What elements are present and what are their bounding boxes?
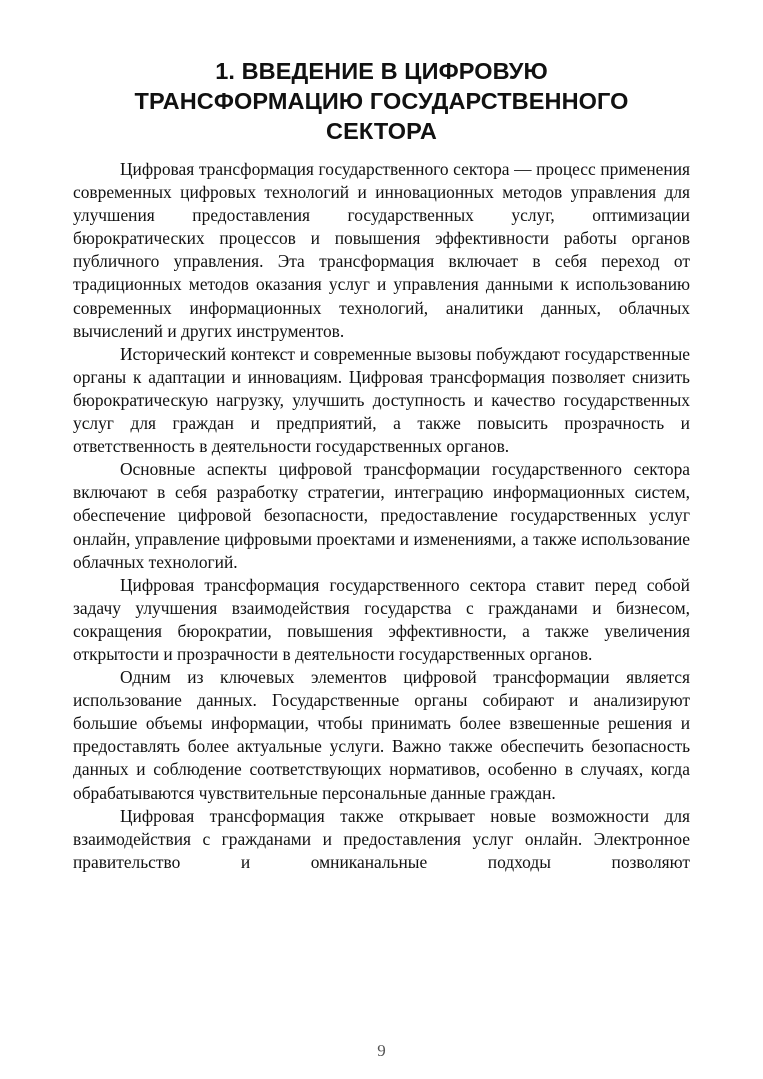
- chapter-title-line-1: 1. ВВЕДЕНИЕ В ЦИФРОВУЮ: [215, 58, 548, 84]
- chapter-title-line-2: ТРАНСФОРМАЦИЮ ГОСУДАРСТВЕННОГО: [134, 88, 629, 114]
- paragraph-definition: Цифровая трансформация государственного сектора — процесс применения современных цифровых технологий и инновационных методов управления для улучшения предоставления государственных услуг, оптимизации бюрократических процессов и повышения эффективности работы органов публичного управления. Эта трансформация включает в себя переход от традиционных методов оказания услуг и управления данными к использованию современных информационных технологий, аналитики данных, облачных вычислений и других инструментов.: [73, 159, 690, 341]
- paragraph-historical-context: Исторический контекст и современные вызовы побуждают государственные органы к адаптации и инновациям. Цифровая трансформация позволяет снизить бюрократическую нагрузку, улучшить доступность и качество государственных услуг для граждан и предприятий, а также повысить прозрачность и ответственность в деятельности государственных органов.: [73, 343, 690, 457]
- chapter-title: [60, 56, 703, 146]
- paragraph-data-usage: Одним из ключевых элементов цифровой трансформации является использование данных. Государственные органы собирают и анализируют большие объемы информации, чтобы принимать более взвешенные решения и предоставлять более актуальные услуги. Важно также обеспечить безопасность данных и соблюдение соответствующих нормативов, особенно в случаях, когда обрабатываются чувствительные персональные данные граждан.: [73, 667, 690, 803]
- paragraph-online-services: Цифровая трансформация также открывает новые возможности для взаимодействия с гражданами и предоставления услуг онлайн. Электронное правительство и омниканальные подходы позволяют: [73, 805, 690, 872]
- paragraph-main-aspects: Основные аспекты цифровой трансформации государственного сектора включают в себя разработку стратегии, интеграцию информационных систем, обеспечение цифровой безопасности, предоставление государственных услуг онлайн, управление цифровыми проектами и изменениями, а также использование облачных технологий.: [73, 459, 690, 572]
- page-number: 9: [377, 1041, 386, 1060]
- paragraph-goals: Цифровая трансформация государственного сектора ставит перед собой задачу улучшения взаимодействия государства с гражданами и бизнесом, сокращения бюрократии, повышения эффективности, а также увеличения открытости и прозрачности в деятельности государственных органов.: [73, 574, 690, 664]
- body-text: [73, 158, 690, 874]
- chapter-title-line-3: СЕКТОРА: [326, 118, 437, 144]
